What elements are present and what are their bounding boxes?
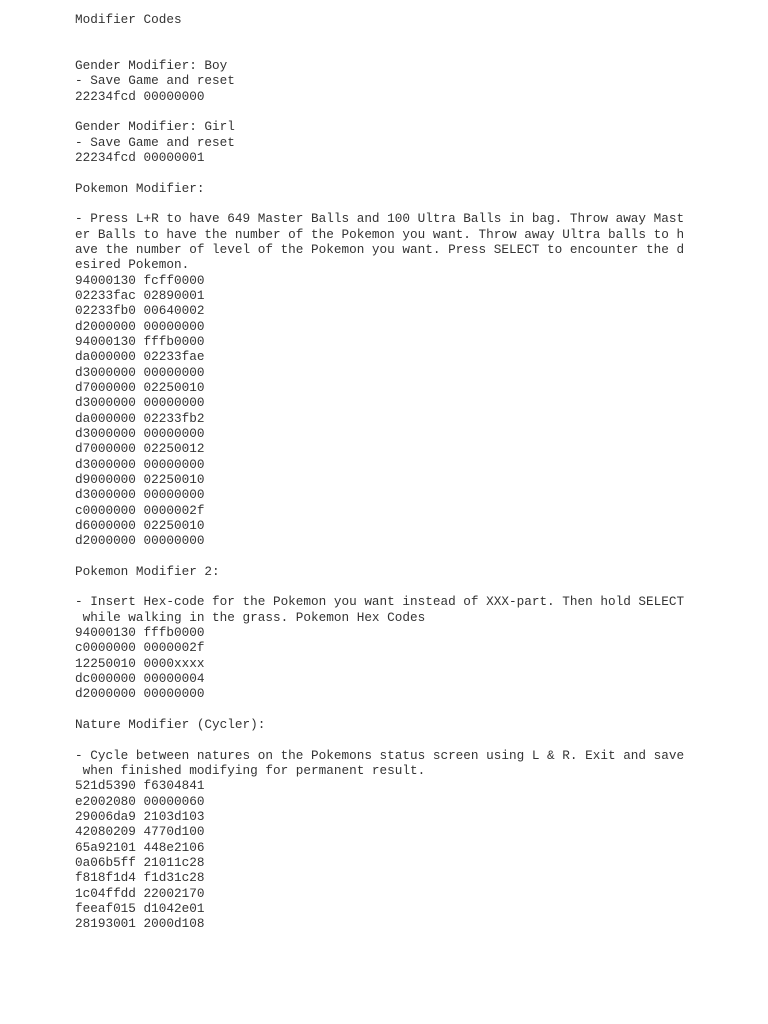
code-line: d2000000 00000000 [75,533,205,549]
code-line: 94000130 fcff0000 [75,272,205,288]
section-description-line: - Insert Hex-code for the Pokemon you want instead of XXX-part. Then hold SELECT [75,594,685,610]
code-line: da000000 02233fae [75,349,205,365]
section-note: - Save Game and reset [75,73,235,89]
code-line: c0000000 0000002f [75,502,205,518]
code-line: d3000000 00000000 [75,364,205,380]
code-line: 02233fac 02890001 [75,287,205,303]
code-line: 0a06b5ff 21011c28 [75,855,205,871]
code-line: 521d5390 f6304841 [75,778,205,794]
code-line: d2000000 00000000 [75,686,205,702]
section-heading: Pokemon Modifier 2: [75,563,220,579]
code-section [75,58,675,119]
code-line: d3000000 00000000 [75,395,205,411]
blank-line [75,548,675,563]
code-line: d3000000 00000000 [75,487,205,503]
section-description-line: when finished modifying for permanent result. [75,763,426,779]
code-line: 94000130 fffb0000 [75,625,205,641]
code-line: 65a92101 448e2106 [75,839,205,855]
code-line: 02233fb0 00640002 [75,303,205,319]
blank-line [75,702,675,717]
section-description-line: - Cycle between natures on the Pokemons status screen using L & R. Exit and save [75,747,685,763]
section-description-line: ave the number of level of the Pokemon you want. Press SELECT to encounter the d [75,241,685,257]
code-line: da000000 02233fb2 [75,410,205,426]
section-heading: Gender Modifier: Girl [75,119,235,135]
code-line: 22234fcd 00000001 [75,149,205,165]
code-line: d3000000 00000000 [75,425,205,441]
code-line: 12250010 0000xxxx [75,655,205,671]
code-line: 28193001 2000d108 [75,916,205,932]
document-title: Modifier Codes [75,12,182,27]
blank-line [75,165,675,180]
sections-container [75,57,685,932]
code-line: dc000000 00000004 [75,671,205,687]
blank-line [75,196,675,211]
code-line: d7000000 02250010 [75,379,205,395]
code-line: d6000000 02250010 [75,517,205,533]
section-description-line: esired Pokemon. [75,257,190,273]
code-line: c0000000 0000002f [75,640,205,656]
section-note: - Save Game and reset [75,134,235,150]
blank-line [75,732,675,747]
code-section [75,180,685,564]
blank-line [75,43,675,58]
code-line: d9000000 02250010 [75,471,205,487]
code-section [75,119,675,180]
code-line: d7000000 02250012 [75,441,205,457]
section-heading: Pokemon Modifier: [75,180,205,196]
code-section [75,563,685,717]
code-line: 29006da9 2103d103 [75,809,205,825]
blank-line [75,27,675,42]
code-line: f818f1d4 f1d31c28 [75,870,205,886]
code-line: 22234fcd 00000000 [75,88,205,104]
code-line: feeaf015 d1042e01 [75,901,205,917]
code-line: 1c04ffdd 22002170 [75,885,205,901]
document-page [75,12,685,932]
blank-line [75,104,675,119]
section-description-line: while walking in the grass. Pokemon Hex Codes [75,609,426,625]
code-section [75,717,685,932]
code-line: d3000000 00000000 [75,456,205,472]
blank-line [75,579,675,594]
section-heading: Gender Modifier: Boy [75,57,228,73]
code-line: d2000000 00000000 [75,318,205,334]
code-line: e2002080 00000060 [75,793,205,809]
section-heading: Nature Modifier (Cycler): [75,717,266,733]
code-line: 94000130 fffb0000 [75,333,205,349]
section-description-line: - Press L+R to have 649 Master Balls and 100 Ultra Balls in bag. Throw away Mast [75,211,685,227]
code-line: 42080209 4770d100 [75,824,205,840]
section-description-line: er Balls to have the number of the Pokemon you want. Throw away Ultra balls to h [75,226,685,242]
